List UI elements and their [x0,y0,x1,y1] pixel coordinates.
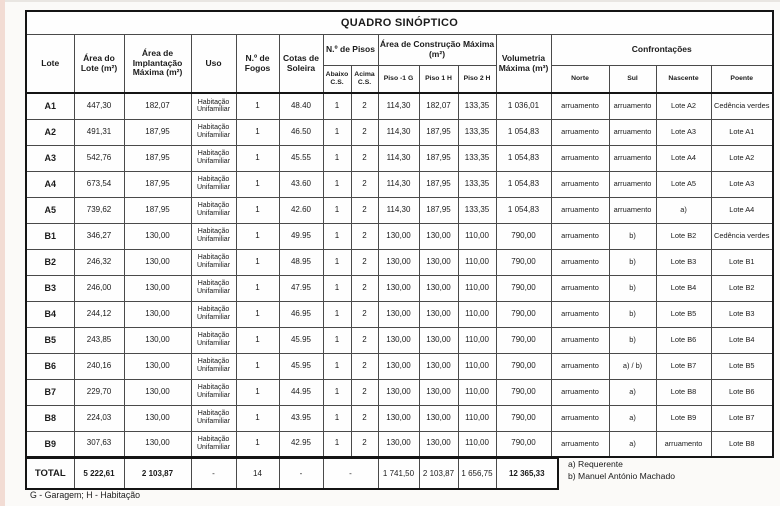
cell-lote: A4 [26,171,74,197]
cell-lote: B6 [26,353,74,379]
cell-cota-soleira: 42.60 [279,197,323,223]
cell-volumetria: 790,00 [496,431,551,457]
total-piso-1: 2 103,87 [419,458,458,489]
total-uso: - [191,458,236,489]
total-table [25,457,559,490]
cell-area-lote: 346,27 [74,223,124,249]
cell-pisos-acima: 2 [351,327,378,353]
cell-lote: A3 [26,145,74,171]
cell-sul: arruamento [609,197,656,223]
total-fogos: 14 [236,458,279,489]
cell-pisos-acima: 2 [351,119,378,145]
cell-sul: b) [609,301,656,327]
cell-piso-2: 133,35 [458,197,496,223]
cell-piso-1: 130,00 [419,327,458,353]
cell-cota-soleira: 46.95 [279,301,323,327]
cell-piso-1: 130,00 [419,379,458,405]
cell-uso: Habitação Unifamiliar [191,145,236,171]
header-area-lote: Área do Lote (m²) [74,35,124,94]
header-num-pisos: N.º de Pisos [323,35,378,66]
total-piso-2: 1 656,75 [458,458,496,489]
table-row [26,379,773,405]
scan-edge-top [0,0,780,2]
cell-uso: Habitação Unifamiliar [191,275,236,301]
cell-area-implantacao: 130,00 [124,327,191,353]
cell-area-lote: 542,76 [74,145,124,171]
cell-pisos-acima: 2 [351,431,378,457]
cell-cota-soleira: 44.95 [279,379,323,405]
cell-piso-m1: 130,00 [378,301,419,327]
cell-poente: Lote B6 [711,379,773,405]
cell-uso: Habitação Unifamiliar [191,327,236,353]
cell-area-implantacao: 187,95 [124,119,191,145]
cell-area-implantacao: 130,00 [124,249,191,275]
cell-volumetria: 1 054,83 [496,145,551,171]
cell-volumetria: 790,00 [496,275,551,301]
cell-pisos-abaixo: 1 [323,327,351,353]
cell-volumetria: 790,00 [496,223,551,249]
cell-sul: arruamento [609,145,656,171]
cell-pisos-abaixo: 1 [323,171,351,197]
cell-pisos-acima: 2 [351,171,378,197]
cell-lote: A5 [26,197,74,223]
cell-area-lote: 491,31 [74,119,124,145]
header-piso-m1: Piso -1 G [378,66,419,94]
cell-nascente: Lote B8 [656,379,711,405]
cell-piso-2: 110,00 [458,405,496,431]
cell-poente: Lote B1 [711,249,773,275]
cell-sul: a) / b) [609,353,656,379]
cell-piso-1: 187,95 [419,119,458,145]
header-confrontacoes: Confrontações [551,35,773,66]
cell-fogos: 1 [236,145,279,171]
table-row [26,197,773,223]
cell-area-lote: 307,63 [74,431,124,457]
cell-poente: Lote A4 [711,197,773,223]
cell-piso-m1: 114,30 [378,197,419,223]
title-row [26,11,773,35]
cell-pisos-abaixo: 1 [323,275,351,301]
cell-norte: arruamento [551,93,609,119]
cell-area-implantacao: 130,00 [124,301,191,327]
cell-area-lote: 673,54 [74,171,124,197]
cell-nascente: Lote A3 [656,119,711,145]
cell-sul: b) [609,249,656,275]
cell-pisos-abaixo: 1 [323,249,351,275]
header-volumetria: Volumetria Máxima (m³) [496,35,551,94]
cell-pisos-abaixo: 1 [323,353,351,379]
cell-pisos-abaixo: 1 [323,431,351,457]
table-row [26,223,773,249]
header-lote: Lote [26,35,74,94]
cell-uso: Habitação Unifamiliar [191,119,236,145]
cell-pisos-abaixo: 1 [323,145,351,171]
total-cotas: - [279,458,323,489]
header-uso: Uso [191,35,236,94]
cell-area-lote: 739,62 [74,197,124,223]
cell-sul: arruamento [609,171,656,197]
cell-cota-soleira: 43.95 [279,405,323,431]
cell-fogos: 1 [236,249,279,275]
cell-norte: arruamento [551,379,609,405]
footnote-b: b) Manuel António Machado [568,471,676,482]
cell-pisos-abaixo: 1 [323,93,351,119]
total-volumetria: 12 365,33 [496,458,558,489]
table-row [26,275,773,301]
table-row [26,249,773,275]
cell-piso-2: 110,00 [458,327,496,353]
cell-volumetria: 1 054,83 [496,119,551,145]
cell-sul: a) [609,405,656,431]
header-nascente: Nascente [656,66,711,94]
cell-nascente: Lote B2 [656,223,711,249]
cell-volumetria: 790,00 [496,379,551,405]
cell-nascente: Lote A2 [656,93,711,119]
cell-piso-1: 130,00 [419,405,458,431]
cell-norte: arruamento [551,197,609,223]
table-row [26,327,773,353]
cell-pisos-acima: 2 [351,405,378,431]
header-piso-1: Piso 1 H [419,66,458,94]
cell-nascente: Lote A5 [656,171,711,197]
cell-volumetria: 1 036,01 [496,93,551,119]
cell-piso-m1: 130,00 [378,249,419,275]
cell-fogos: 1 [236,223,279,249]
cell-cota-soleira: 48.95 [279,249,323,275]
cell-norte: arruamento [551,405,609,431]
cell-lote: B4 [26,301,74,327]
cell-area-lote: 244,12 [74,301,124,327]
cell-poente: Lote A3 [711,171,773,197]
cell-fogos: 1 [236,327,279,353]
cell-cota-soleira: 45.55 [279,145,323,171]
cell-fogos: 1 [236,431,279,457]
cell-area-lote: 246,32 [74,249,124,275]
cell-pisos-acima: 2 [351,93,378,119]
cell-piso-1: 130,00 [419,431,458,457]
cell-uso: Habitação Unifamiliar [191,249,236,275]
cell-cota-soleira: 45.95 [279,327,323,353]
cell-norte: arruamento [551,249,609,275]
cell-piso-2: 133,35 [458,119,496,145]
header-pisos-abaixo: Abaixo C.S. [323,66,351,94]
cell-piso-m1: 130,00 [378,223,419,249]
header-pisos-acima: Acima C.S. [351,66,378,94]
cell-norte: arruamento [551,275,609,301]
cell-pisos-acima: 2 [351,379,378,405]
cell-sul: a) [609,431,656,457]
cell-piso-1: 182,07 [419,93,458,119]
cell-norte: arruamento [551,431,609,457]
cell-pisos-acima: 2 [351,145,378,171]
cell-piso-2: 110,00 [458,353,496,379]
cell-piso-m1: 130,00 [378,405,419,431]
cell-nascente: Lote B3 [656,249,711,275]
cell-piso-1: 187,95 [419,171,458,197]
quadro-sinoptico-table [25,10,774,458]
footnote-a: a) Requerente [568,459,623,469]
header-cotas-soleira: Cotas de Soleira [279,35,323,94]
cell-volumetria: 1 054,83 [496,171,551,197]
cell-piso-m1: 130,00 [378,327,419,353]
table-row [26,301,773,327]
cell-volumetria: 790,00 [496,327,551,353]
cell-piso-2: 133,35 [458,145,496,171]
cell-poente: Lote B3 [711,301,773,327]
cell-cota-soleira: 45.95 [279,353,323,379]
cell-area-implantacao: 130,00 [124,431,191,457]
cell-piso-2: 110,00 [458,379,496,405]
cell-lote: B8 [26,405,74,431]
cell-sul: a) [609,379,656,405]
cell-sul: b) [609,223,656,249]
header-sul: Sul [609,66,656,94]
cell-cota-soleira: 49.95 [279,223,323,249]
cell-piso-1: 130,00 [419,249,458,275]
cell-area-implantacao: 187,95 [124,145,191,171]
cell-nascente: Lote B4 [656,275,711,301]
cell-uso: Habitação Unifamiliar [191,197,236,223]
cell-uso: Habitação Unifamiliar [191,301,236,327]
cell-nascente: Lote A4 [656,145,711,171]
cell-piso-2: 110,00 [458,249,496,275]
cell-piso-2: 133,35 [458,171,496,197]
cell-volumetria: 790,00 [496,405,551,431]
cell-volumetria: 790,00 [496,353,551,379]
cell-piso-1: 130,00 [419,301,458,327]
cell-nascente: a) [656,197,711,223]
cell-poente: Lote B4 [711,327,773,353]
cell-fogos: 1 [236,353,279,379]
cell-norte: arruamento [551,327,609,353]
header-piso-2: Piso 2 H [458,66,496,94]
cell-nascente: Lote B6 [656,327,711,353]
cell-fogos: 1 [236,301,279,327]
cell-nascente: Lote B7 [656,353,711,379]
cell-area-implantacao: 187,95 [124,197,191,223]
cell-area-lote: 246,00 [74,275,124,301]
cell-pisos-abaixo: 1 [323,223,351,249]
cell-norte: arruamento [551,145,609,171]
cell-piso-m1: 114,30 [378,119,419,145]
cell-area-lote: 240,16 [74,353,124,379]
cell-piso-1: 130,00 [419,353,458,379]
cell-cota-soleira: 48.40 [279,93,323,119]
cell-pisos-abaixo: 1 [323,301,351,327]
cell-pisos-acima: 2 [351,223,378,249]
cell-pisos-abaixo: 1 [323,405,351,431]
cell-norte: arruamento [551,119,609,145]
cell-poente: Lote B8 [711,431,773,457]
cell-poente: Lote B2 [711,275,773,301]
cell-pisos-abaixo: 1 [323,197,351,223]
table-row [26,405,773,431]
cell-area-implantacao: 187,95 [124,171,191,197]
cell-pisos-acima: 2 [351,197,378,223]
cell-piso-2: 110,00 [458,431,496,457]
cell-lote: B3 [26,275,74,301]
cell-area-lote: 447,30 [74,93,124,119]
total-area-implantacao: 2 103,87 [124,458,191,489]
header-fogos: N.º de Fogos [236,35,279,94]
table-row [26,93,773,119]
cell-piso-2: 110,00 [458,301,496,327]
cell-nascente: Lote B5 [656,301,711,327]
cell-piso-m1: 114,30 [378,171,419,197]
table-row [26,119,773,145]
cell-piso-2: 110,00 [458,223,496,249]
cell-area-lote: 224,03 [74,405,124,431]
cell-fogos: 1 [236,197,279,223]
cell-area-lote: 229,70 [74,379,124,405]
cell-uso: Habitação Unifamiliar [191,379,236,405]
cell-sul: arruamento [609,93,656,119]
cell-cota-soleira: 46.50 [279,119,323,145]
cell-poente: Cedência verdes [711,93,773,119]
cell-uso: Habitação Unifamiliar [191,405,236,431]
cell-volumetria: 790,00 [496,249,551,275]
cell-piso-1: 187,95 [419,197,458,223]
cell-piso-m1: 114,30 [378,145,419,171]
total-pisos: - [323,458,378,489]
cell-poente: Cedência verdes [711,223,773,249]
table-row [26,353,773,379]
header-norte: Norte [551,66,609,94]
cell-volumetria: 1 054,83 [496,197,551,223]
cell-uso: Habitação Unifamiliar [191,93,236,119]
cell-lote: B2 [26,249,74,275]
cell-area-implantacao: 182,07 [124,93,191,119]
table-title: QUADRO SINÓPTICO [26,11,773,35]
total-piso-m1: 1 741,50 [378,458,419,489]
cell-piso-m1: 130,00 [378,431,419,457]
cell-pisos-acima: 2 [351,301,378,327]
cell-area-implantacao: 130,00 [124,275,191,301]
cell-pisos-abaixo: 1 [323,379,351,405]
total-area-lote: 5 222,61 [74,458,124,489]
cell-sul: arruamento [609,119,656,145]
cell-cota-soleira: 42.95 [279,431,323,457]
total-label: TOTAL [26,458,74,489]
cell-piso-2: 133,35 [458,93,496,119]
cell-lote: A2 [26,119,74,145]
cell-norte: arruamento [551,223,609,249]
footnotes [568,458,675,483]
cell-cota-soleira: 43.60 [279,171,323,197]
cell-piso-1: 130,00 [419,275,458,301]
cell-cota-soleira: 47.95 [279,275,323,301]
cell-poente: Lote B5 [711,353,773,379]
cell-fogos: 1 [236,275,279,301]
cell-nascente: arruamento [656,431,711,457]
table-row [26,145,773,171]
cell-pisos-acima: 2 [351,353,378,379]
cell-piso-m1: 114,30 [378,93,419,119]
scan-edge-left [0,0,5,506]
cell-uso: Habitação Unifamiliar [191,171,236,197]
cell-nascente: Lote B9 [656,405,711,431]
cell-lote: B1 [26,223,74,249]
cell-piso-2: 110,00 [458,275,496,301]
cell-fogos: 1 [236,171,279,197]
header-area-implantacao: Área de Implantação Máxima (m²) [124,35,191,94]
cell-piso-m1: 130,00 [378,379,419,405]
header-poente: Poente [711,66,773,94]
cell-area-implantacao: 130,00 [124,223,191,249]
cell-pisos-abaixo: 1 [323,119,351,145]
cell-pisos-acima: 2 [351,275,378,301]
cell-area-implantacao: 130,00 [124,379,191,405]
cell-fogos: 1 [236,119,279,145]
cell-poente: Lote A2 [711,145,773,171]
cell-area-implantacao: 130,00 [124,405,191,431]
header-row-main [26,35,773,66]
total-row [26,458,558,489]
cell-uso: Habitação Unifamiliar [191,431,236,457]
legend-text: G - Garagem; H - Habitação [30,490,140,500]
cell-area-lote: 243,85 [74,327,124,353]
cell-pisos-acima: 2 [351,249,378,275]
cell-fogos: 1 [236,405,279,431]
cell-sul: b) [609,327,656,353]
cell-piso-m1: 130,00 [378,353,419,379]
header-area-construcao: Área de Construção Máxima (m²) [378,35,496,66]
cell-piso-1: 130,00 [419,223,458,249]
cell-poente: Lote B7 [711,405,773,431]
cell-uso: Habitação Unifamiliar [191,223,236,249]
cell-piso-1: 187,95 [419,145,458,171]
table-rows [26,93,773,457]
cell-norte: arruamento [551,301,609,327]
cell-fogos: 1 [236,93,279,119]
cell-norte: arruamento [551,353,609,379]
cell-norte: arruamento [551,171,609,197]
cell-lote: A1 [26,93,74,119]
cell-fogos: 1 [236,379,279,405]
cell-lote: B9 [26,431,74,457]
cell-poente: Lote A1 [711,119,773,145]
cell-lote: B5 [26,327,74,353]
table-header [26,11,773,93]
cell-volumetria: 790,00 [496,301,551,327]
table-row [26,431,773,457]
cell-uso: Habitação Unifamiliar [191,353,236,379]
cell-sul: b) [609,275,656,301]
cell-lote: B7 [26,379,74,405]
table-row [26,171,773,197]
cell-area-implantacao: 130,00 [124,353,191,379]
cell-piso-m1: 130,00 [378,275,419,301]
